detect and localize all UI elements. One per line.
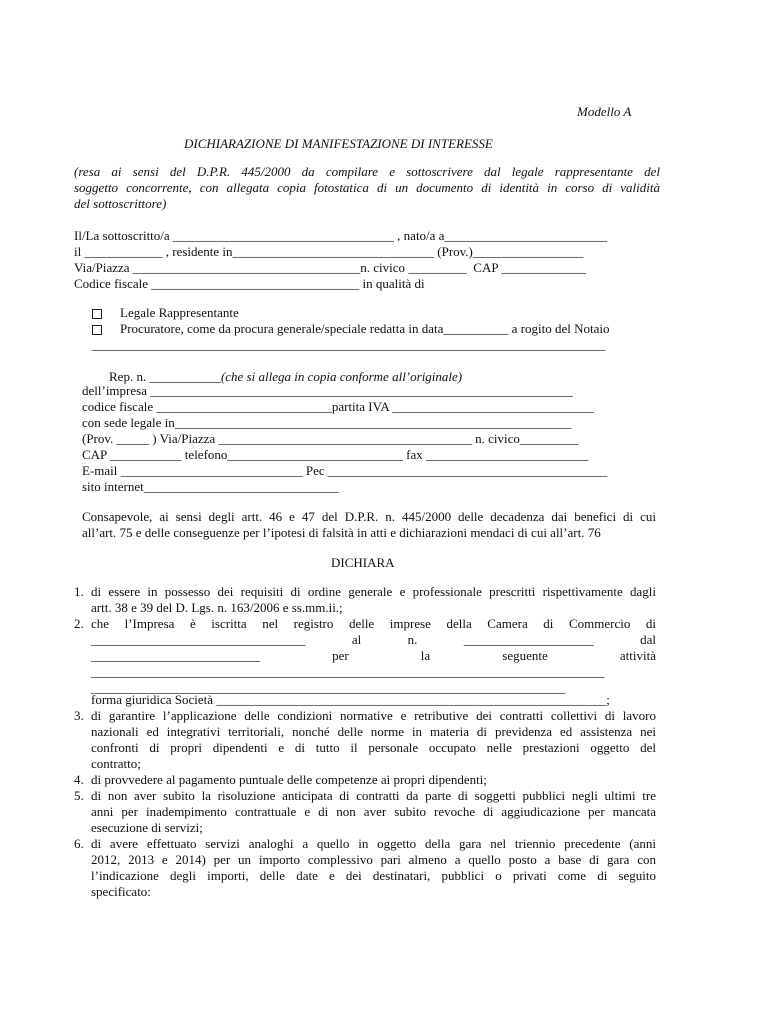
- item-6-line-1: di avere effettuato servizi analoghi a quello in oggetto della gara nel triennio precedente (anni: [91, 836, 656, 851]
- registry-n-label: n.: [407, 632, 418, 647]
- notary-blank-line[interactable]: _______________________________________________________________________________: [92, 337, 606, 352]
- item-number: 1.: [74, 584, 84, 599]
- item-5-line-2: anni per inadempimento contrattuale e di non aver subito revoche di aggiudicazione per mancata: [91, 804, 656, 819]
- item-4-line-1: di provvedere al pagamento puntuale delle competenze ai propri dipendenti;: [91, 772, 487, 787]
- item-6-line-2: 2012, 2013 e 2014) per un importo complessivo pari almeno a quello posto a base di gara con: [91, 852, 656, 867]
- registry-date-blank[interactable]: __________________________: [91, 648, 260, 663]
- legal-form-line[interactable]: forma giuridica Società ____________________________________________________________;: [91, 692, 610, 707]
- company-contact-line[interactable]: CAP ___________ telefono___________________________ fax _________________________: [82, 447, 589, 462]
- company-address-line[interactable]: (Prov. _____ ) Via/Piazza _______________________________________ n. civico_________: [82, 431, 579, 446]
- item-6-line-4: specificato:: [91, 884, 151, 899]
- item-6-line-3: l’indicazione degli importi, delle date e dei destinatari, pubblici o privati come di seguito: [91, 868, 656, 883]
- signer-fiscal-code-line[interactable]: Codice fiscale ________________________________ in qualità di: [74, 276, 425, 291]
- modello-label: Modello A: [577, 104, 632, 119]
- activity-attivita-label: attività: [619, 648, 656, 663]
- document-title: DICHIARAZIONE DI MANIFESTAZIONE DI INTERESSE: [184, 136, 493, 151]
- company-website-line[interactable]: sito internet______________________________: [82, 479, 339, 494]
- activity-blank-line-1[interactable]: _______________________________________________________________________________: [91, 664, 605, 679]
- checkbox-procuratore[interactable]: [92, 325, 102, 335]
- item-3-line-1: di garantire l’applicazione delle condizioni normative e retributive dei contratti collettivi di lavoro: [91, 708, 656, 723]
- item-number: 3.: [74, 708, 84, 723]
- item-number: 2.: [74, 616, 84, 631]
- declaration-line-1: Consapevole, ai sensi degli artt. 46 e 47 del D.P.R. n. 445/2000 delle decadenza dai benefici di cui: [82, 509, 656, 524]
- item-1-line-1: di essere in possesso dei requisiti di ordine generale e professionale prescritti rispettivamente dagli: [91, 584, 656, 599]
- company-email-line[interactable]: E-mail ____________________________ Pec ___________________________________________: [82, 463, 608, 478]
- dichiara-heading: DICHIARA: [331, 555, 395, 570]
- item-2-registry-row[interactable]: [91, 632, 656, 648]
- subtitle-line-1: (resa ai sensi del D.P.R. 445/2000 da compilare e sottoscrivere dal legale rappresentante del: [74, 164, 660, 179]
- role-option-procuratore[interactable]: Procuratore, come da procura generale/speciale redatta in data__________ a rogito del Notaio: [120, 321, 610, 336]
- company-fiscal-vat-line[interactable]: codice fiscale ___________________________partita IVA _______________________________: [82, 399, 594, 414]
- registry-al-label: al: [351, 632, 362, 647]
- rep-prefix[interactable]: Rep. n. ___________: [109, 369, 221, 384]
- item-2-line-1: che l’Impresa è iscritta nel registro delle imprese della Camera di Commercio di: [91, 616, 656, 631]
- activity-la-label: la: [420, 648, 431, 663]
- item-5-line-3: esecuzione di servizi;: [91, 820, 203, 835]
- checkbox-legale-rappresentante[interactable]: [92, 309, 102, 319]
- item-number: 6.: [74, 836, 84, 851]
- item-1-line-2: artt. 38 e 39 del D. Lgs. n. 163/2006 e ss.mm.ii.;: [91, 600, 343, 615]
- subtitle-line-2: soggetto concorrente, con allegata copia fotostatica di un documento di identità in corso di validità: [74, 180, 660, 195]
- item-number: 5.: [74, 788, 84, 803]
- item-2-activity-row[interactable]: [91, 648, 656, 664]
- company-name-line[interactable]: dell’impresa _________________________________________________________________: [82, 383, 573, 398]
- activity-per-label: per: [332, 648, 349, 663]
- item-3-line-2: nazionali ed integrativi territoriali, nonché delle norme in materia di previdenza ed assistenza nei: [91, 724, 656, 739]
- company-seat-line[interactable]: con sede legale in_____________________________________________________________: [82, 415, 572, 430]
- item-number: 4.: [74, 772, 84, 787]
- item-3-line-3: confronti di propri dipendenti e di tutto il personale occupato nelle prestazioni oggetto del: [91, 740, 656, 755]
- registry-chamber-blank[interactable]: _________________________________: [91, 632, 306, 647]
- activity-blank-line-2[interactable]: _________________________________________________________________________: [91, 680, 566, 695]
- role-option-legale: Legale Rappresentante: [120, 305, 239, 320]
- signer-name-line[interactable]: Il/La sottoscritto/a __________________________________ , nato/a a_________________________: [74, 228, 607, 243]
- signer-address-line[interactable]: Via/Piazza ___________________________________n. civico _________ CAP _____________: [74, 260, 586, 275]
- item-5-line-1: di non aver subito la risoluzione anticipata di contratti da parte di soggetti pubblici negli ultimi tre: [91, 788, 656, 803]
- item-3-line-4: contratto;: [91, 756, 141, 771]
- registry-number-blank[interactable]: ____________________: [463, 632, 594, 647]
- signer-birth-line[interactable]: il ____________ , residente in_______________________________ (Prov.)_________________: [74, 244, 584, 259]
- declaration-line-2: all’art. 75 e delle conseguenze per l’ipotesi di falsità in atti e dichiarazioni mendaci di cui all’art. 76: [82, 525, 601, 540]
- registry-dal-label: dal: [640, 632, 656, 647]
- subtitle-line-3: del sottoscrittore): [74, 196, 167, 211]
- rep-note: (che si allega in copia conforme all’originale): [220, 369, 463, 384]
- activity-seguente-label: seguente: [502, 648, 548, 663]
